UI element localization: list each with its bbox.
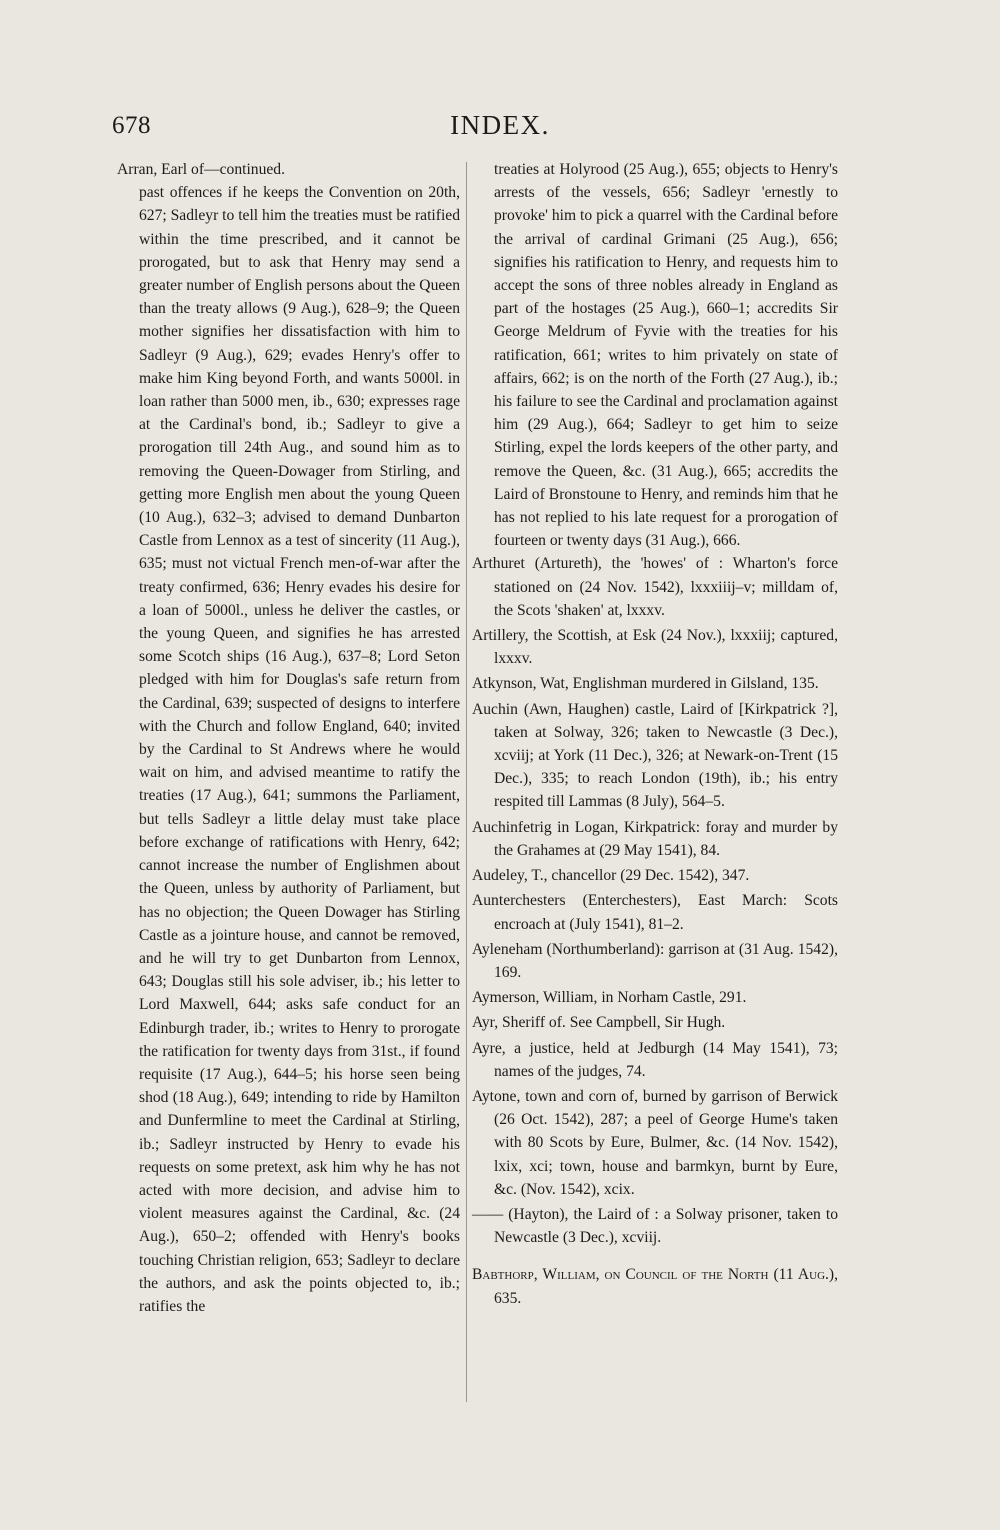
continued-entry-text: past offences if he keeps the Convention on 20th, 627; Sadleyr to tell him the treaties must be ratified within the time prescribed, and it cannot be prorogated, but to ask that Henry may send a greater number of English persons about the Queen than the treaty allows (9 Aug.), 628–9; the Queen mother signifies her dissatisfaction with him to Sadleyr (9 Aug.), 629; evades Henry's offer to make him King beyond Forth, and wants 5000l. in loan rather than 5000 men, ib., 630; expresses rage at the Cardinal's bond, ib.; Sadleyr to give a prorogation till 24th Aug., and sound him as to removing the Queen-Dowager from Stirling, and getting more English men about the young Queen (10 Aug.), 632–3; advised to demand Dunbarton Castle from Lennox as a test of sincerity (11 Aug.), 635; must not victual French men-of-war after the treaty confirmed, 636; Henry evades his desire for a loan of 5000l., unless he deliver the castles, or the young Queen, and signifies he has arrested some Scotch ships (16 Aug.), 637–8; Lord Seton pledged with him for Douglas's safe return from the Cardinal, 639; suspected of designs to interfere with the Church and follow England, 640; invited by the Cardinal to St Andrews where he would wait on him, and advised meantime to ratify the treaties (17 Aug.), 641; summons the Parliament, but tells Sadleyr a little delay must take place before exchange of ratifications with Henry, 642; cannot increase the number of Englishmen about the Queen, unless by authority of Parliament, but has no objection; the Queen Dowager has Stirling Castle as a jointure house, and cannot be removed, and he will try to get Dunbarton from Lennox, 643; Douglas still his sole adviser, ib.; his letter to Lord Maxwell, 644; asks safe conduct for an Edinburgh trader, ib.; writes to Henry to prorogate the ratification for twenty days from 31st., if found requisite (17 Aug.), 644–5; his horse seen being shod (18 Aug.), 649; intending to ride by Hamilton and Dunfermline to meet the Cardinal at Stirling, ib.; Sadleyr instructed by Henry to evade his requests on some pretext, ask him why he has not acted with more decision, and advise him to violent measures against the Cardinal, &c. (24 Aug.), 650–2; offended with Henry's books touching Christian religion, 653; Sadleyr to declare the authors, and ask the points objected to, ib.; ratifies the	[139, 184, 460, 1315]
index-entry-audeley: Audeley, T., chancellor (29 Dec. 1542), 347.	[472, 867, 750, 885]
index-entry-ayleneham: Ayleneham (Northumberland): garrison at (31 Aug. 1542), 169.	[472, 940, 838, 981]
page-number: 678	[112, 112, 151, 139]
continued-entry-text-right: treaties at Holyrood (25 Aug.), 655; objects to Henry's arrests of the vessels, 656; Sadleyr 'ernestly to provoke' him to pick a quarrel with the Cardinal before the arrival of cardinal Grimani (25 Aug.), 656; signifies his ratification to Henry, and requests him to accept the sons of three nobles already in England as part of the hostages (25 Aug.), 660–1; accredits Sir George Meldrum of Fyvie with the treaties for his ratification, 661; writes to him privately on state of affairs, 662; is on the north of the Forth (27 Aug.), ib.; his failure to see the Cardinal and proclamation against him (29 Aug.), 664; Sadleyr to get him to seize Stirling, expel the lords keepers of the other party, and remove the Queen, &c. (31 Aug.), 665; accredits the Laird of Bronstoune to Henry, and reminds him that he has not replied to his late request for a prorogation of fourteen or twenty days (31 Aug.), 666.	[494, 161, 838, 550]
index-entry-aunterchesters: Aunterchesters (Enterchesters), East March: Scots encroach at (July 1541), 81–2.	[472, 892, 838, 933]
index-entry-auchin: Auchin (Awn, Haughen) castle, Laird of [Kirkpatrick ?], taken at Solway, 326; taken to Newcastle (3 Dec.), xcviij; at York (11 Dec.), 326; at Newark-on-Trent (15 Dec.), 335; to reach London (19th), ib.; his entry respited till Lammas (8 July), 564–5.	[472, 700, 838, 811]
index-entry-ayr: Ayr, Sheriff of. See Campbell, Sir Hugh.	[472, 1014, 726, 1032]
index-entry-aytone: Aytone, town and corn of, burned by garrison of Berwick (26 Oct. 1542), 287; a peel of George Hume's taken with 80 Scots by Eure, Bulmer, &c. (14 Nov. 1542), lxix, xci; town, house and barmkyn, burnt by Eure, &c. (Nov. 1542), xcix.	[472, 1087, 838, 1198]
continued-entry-heading: Arran, Earl of—continued.	[117, 161, 286, 178]
column-divider	[466, 162, 467, 1402]
left-column	[117, 158, 460, 1318]
index-entry-hayton: —— (Hayton), the Laird of : a Solway prisoner, taken to Newcastle (3 Dec.), xcviij.	[472, 1205, 838, 1247]
index-entry-aymerson: Aymerson, William, in Norham Castle, 291.	[472, 989, 747, 1007]
index-entry-atkynson: Atkynson, Wat, Englishman murdered in Gilsland, 135.	[472, 675, 819, 693]
index-entry-auchinfetrig: Auchinfetrig in Logan, Kirkpatrick: foray and murder by the Grahames at (29 May 1541), 84.	[472, 818, 838, 859]
right-column	[472, 158, 838, 1312]
running-title: INDEX.	[450, 110, 550, 140]
index-entry-ayre: Ayre, a justice, held at Jedburgh (14 May 1541), 73; names of the judges, 74.	[472, 1039, 838, 1080]
index-entry-artillery: Artillery, the Scottish, at Esk (24 Nov.), lxxxiij; captured, lxxxv.	[472, 627, 838, 668]
index-entry-babthorp: Babthorp, William, on Council of the North (11 Aug.), 635.	[472, 1266, 838, 1307]
index-entry-arthuret: Arthuret (Artureth), the 'howes' of : Wharton's force stationed on (24 Nov. 1542), lxxxiiij–v; milldam of, the Scots 'shaken' at, lxxxv.	[472, 555, 838, 619]
